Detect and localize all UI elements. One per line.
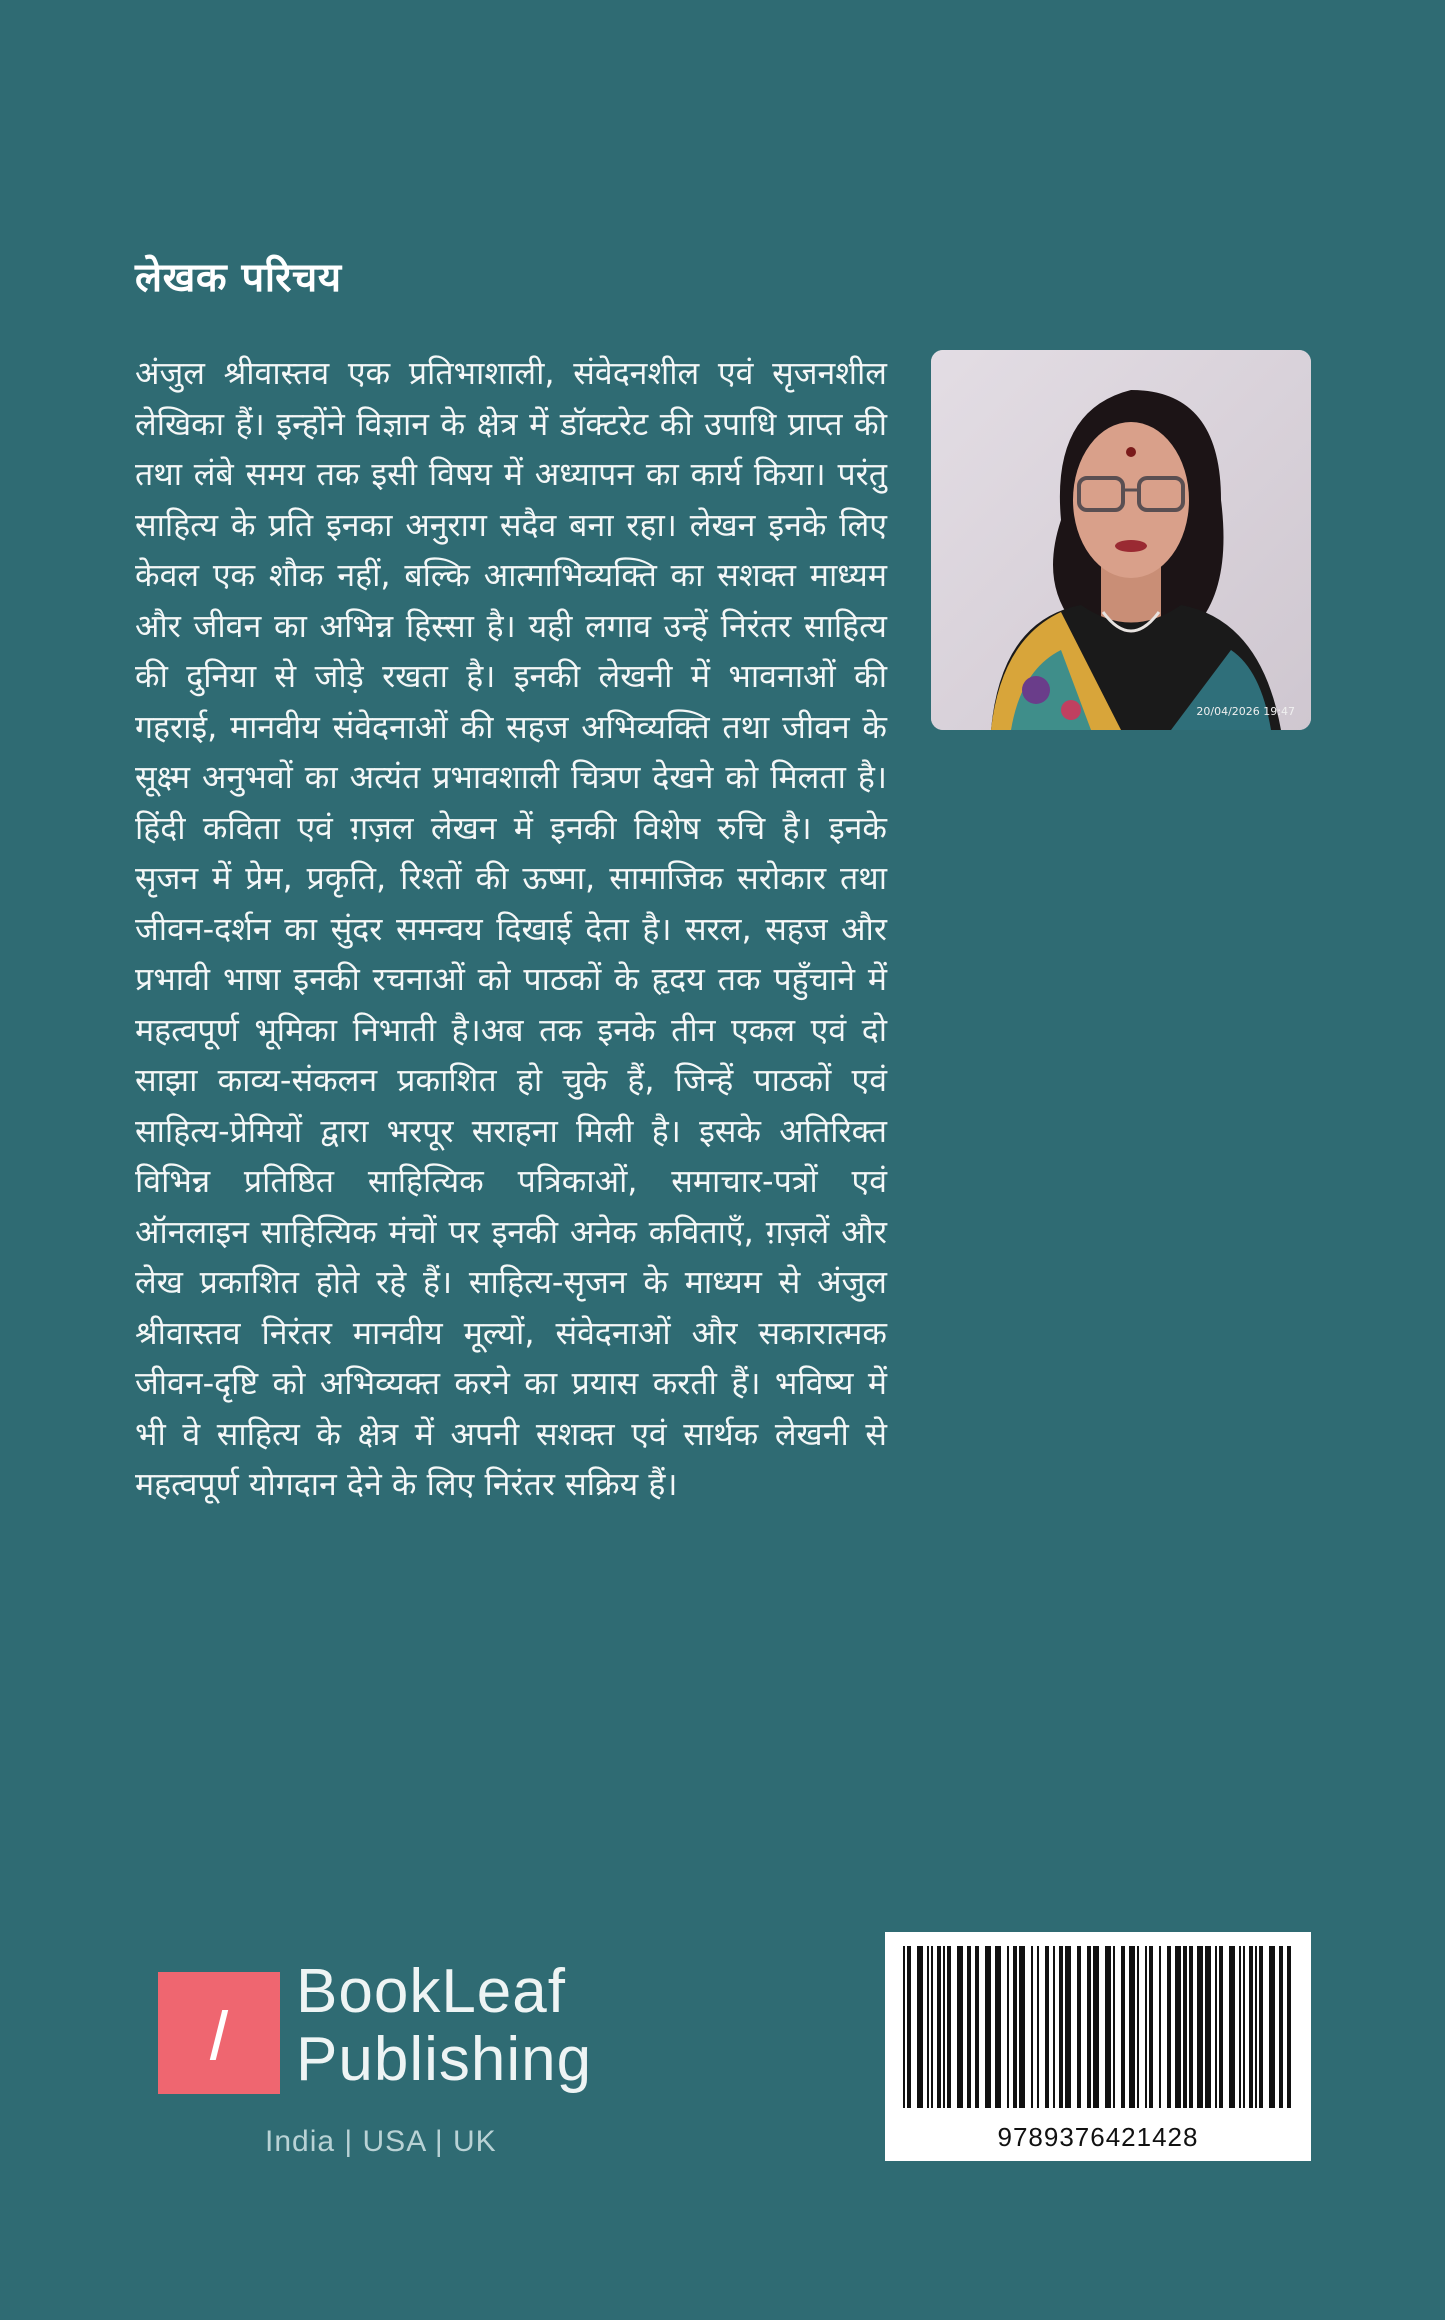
barcode-bar bbox=[1145, 1946, 1147, 2108]
barcode-bar bbox=[1219, 1946, 1223, 2108]
barcode-bar bbox=[1149, 1946, 1153, 2108]
barcode-bar bbox=[1129, 1946, 1135, 2108]
barcode-bar bbox=[1031, 1946, 1033, 2108]
barcode-bar bbox=[1053, 1946, 1055, 2108]
barcode-bar bbox=[1105, 1946, 1111, 2108]
publisher-name-line2: Publishing bbox=[296, 2025, 593, 2094]
barcode-bar bbox=[1183, 1946, 1187, 2108]
barcode-bar bbox=[1249, 1946, 1253, 2108]
barcode-bar bbox=[1197, 1946, 1203, 2108]
barcode-bar bbox=[917, 1946, 923, 2108]
barcode-bar bbox=[1037, 1946, 1039, 2108]
barcode-bar bbox=[1007, 1946, 1009, 2108]
barcode-bar bbox=[1065, 1946, 1071, 2108]
barcode-bars bbox=[885, 1932, 1311, 2122]
barcode-bar bbox=[927, 1946, 929, 2108]
barcode-bar bbox=[1013, 1946, 1017, 2108]
barcode-bar bbox=[1019, 1946, 1025, 2108]
barcode-bar bbox=[1259, 1946, 1263, 2108]
barcode-bar bbox=[1159, 1946, 1161, 2108]
barcode-bar bbox=[1175, 1946, 1181, 2108]
publisher-logo-mark bbox=[158, 1972, 280, 2094]
barcode-bar bbox=[1189, 1946, 1193, 2108]
barcode-bar bbox=[1215, 1946, 1217, 2108]
barcode-bar bbox=[1045, 1946, 1049, 2108]
barcode-bar bbox=[1243, 1946, 1245, 2108]
barcode-bar bbox=[1093, 1946, 1099, 2108]
barcode-bar bbox=[1279, 1946, 1283, 2108]
barcode-bar bbox=[903, 1946, 905, 2108]
barcode-bar bbox=[1059, 1946, 1063, 2108]
barcode-bar bbox=[937, 1946, 941, 2108]
author-portrait-image bbox=[931, 350, 1311, 730]
publisher-name-line1: BookLeaf bbox=[296, 1957, 566, 2026]
barcode-bar bbox=[985, 1946, 991, 2108]
isbn-number: 9789376421428 bbox=[997, 2122, 1199, 2152]
barcode-bar bbox=[943, 1946, 945, 2108]
barcode-bar bbox=[1269, 1946, 1275, 2108]
barcode-bar bbox=[1167, 1946, 1171, 2108]
barcode-bar bbox=[1077, 1946, 1081, 2108]
publisher-regions: India | USA | UK bbox=[265, 2125, 497, 2158]
barcode-bar bbox=[1087, 1946, 1091, 2108]
author-photo bbox=[931, 350, 1311, 730]
barcode-bar bbox=[1205, 1946, 1211, 2108]
author-bio: अंजुल श्रीवास्तव एक प्रतिभाशाली, संवेदनशील एवं सृजनशील लेखिका हैं। इन्होंने विज्ञान के क्षेत्र में डॉक्टरेट की उपाधि प्राप्त की तथा लंबे समय तक इसी विषय में अध्यापन का कार्य किया। परंतु साहित्य के प्रति इनका अनुराग सदैव बना रहा। लेखन इनके लिए केवल एक शौक नहीं, बल्कि आत्माभिव्यक्ति का सशक्त माध्यम और जीवन का अभिन्न हिस्सा है। यही लगाव उन्हें निरंतर साहित्य की दुनिया से जोड़े रखता है। इनकी लेखनी में भावनाओं की गहराई, मानवीय संवेदनाओं की सहज अभिव्यक्ति तथा जीवन के सूक्ष्म अनुभवों का अत्यंत प्रभावशाली चित्रण देखने को मिलता है। हिंदी कविता एवं ग़ज़ल लेखन में इनकी विशेष रुचि है। इनके सृजन में प्रेम, प्रकृति, रिश्तों की ऊष्मा, सामाजिक सरोकार तथा जीवन-दर्शन का सुंदर समन्वय दिखाई देता है। सरल, सहज और प्रभावी भाषा इनकी रचनाओं को पाठकों के हृदय तक पहुँचाने में महत्वपूर्ण भूमिका निभाती है।अब तक इनके तीन एकल एवं दो साझा काव्य-संकलन प्रकाशित हो चुके हैं, जिन्हें पाठकों एवं साहित्य-प्रेमियों द्वारा भरपूर सराहना मिली है। इसके अतिरिक्त विभिन्न प्रतिष्ठित साहित्यिक पत्रिकाओं, समाचार-पत्रों एवं ऑनलाइन साहित्यिक मंचों पर इनकी अनेक कविताएँ, ग़ज़लें और लेख प्रकाशित होते रहे हैं। साहित्य-सृजन के माध्यम से अंजुल श्रीवास्तव निरंतर मानवीय मूल्यों, संवेदनाओं और सकारात्मक जीवन-दृष्टि को अभिव्यक्त करने का प्रयास करती हैं। भविष्य में भी वे साहित्य के क्षेत्र में अपनी सशक्त एवं सार्थक लेखनी से महत्वपूर्ण योगदान देने के लिए निरंतर सक्रिय हैं। bbox=[135, 354, 887, 1503]
barcode-bar bbox=[975, 1946, 979, 2108]
barcode-bar bbox=[1121, 1946, 1125, 2108]
barcode-bar bbox=[931, 1946, 933, 2108]
photo-timestamp: 20/04/2026 19:47 bbox=[1196, 705, 1295, 718]
barcode-bar bbox=[1287, 1946, 1291, 2108]
barcode-bar bbox=[947, 1946, 951, 2108]
barcode-bar bbox=[1255, 1946, 1257, 2108]
barcode-bar bbox=[1229, 1946, 1235, 2108]
publisher-name bbox=[296, 1958, 616, 2094]
slash-icon bbox=[210, 2010, 228, 2060]
barcode-bar bbox=[995, 1946, 1001, 2108]
barcode-bar bbox=[1113, 1946, 1115, 2108]
barcode-bar bbox=[1239, 1946, 1241, 2108]
barcode-bar bbox=[907, 1946, 911, 2108]
author-heading: लेखक परिचय bbox=[135, 255, 342, 301]
barcode-bar bbox=[957, 1946, 963, 2108]
isbn-barcode bbox=[885, 1932, 1311, 2161]
barcode-bar bbox=[1137, 1946, 1139, 2108]
barcode-bar bbox=[967, 1946, 971, 2108]
